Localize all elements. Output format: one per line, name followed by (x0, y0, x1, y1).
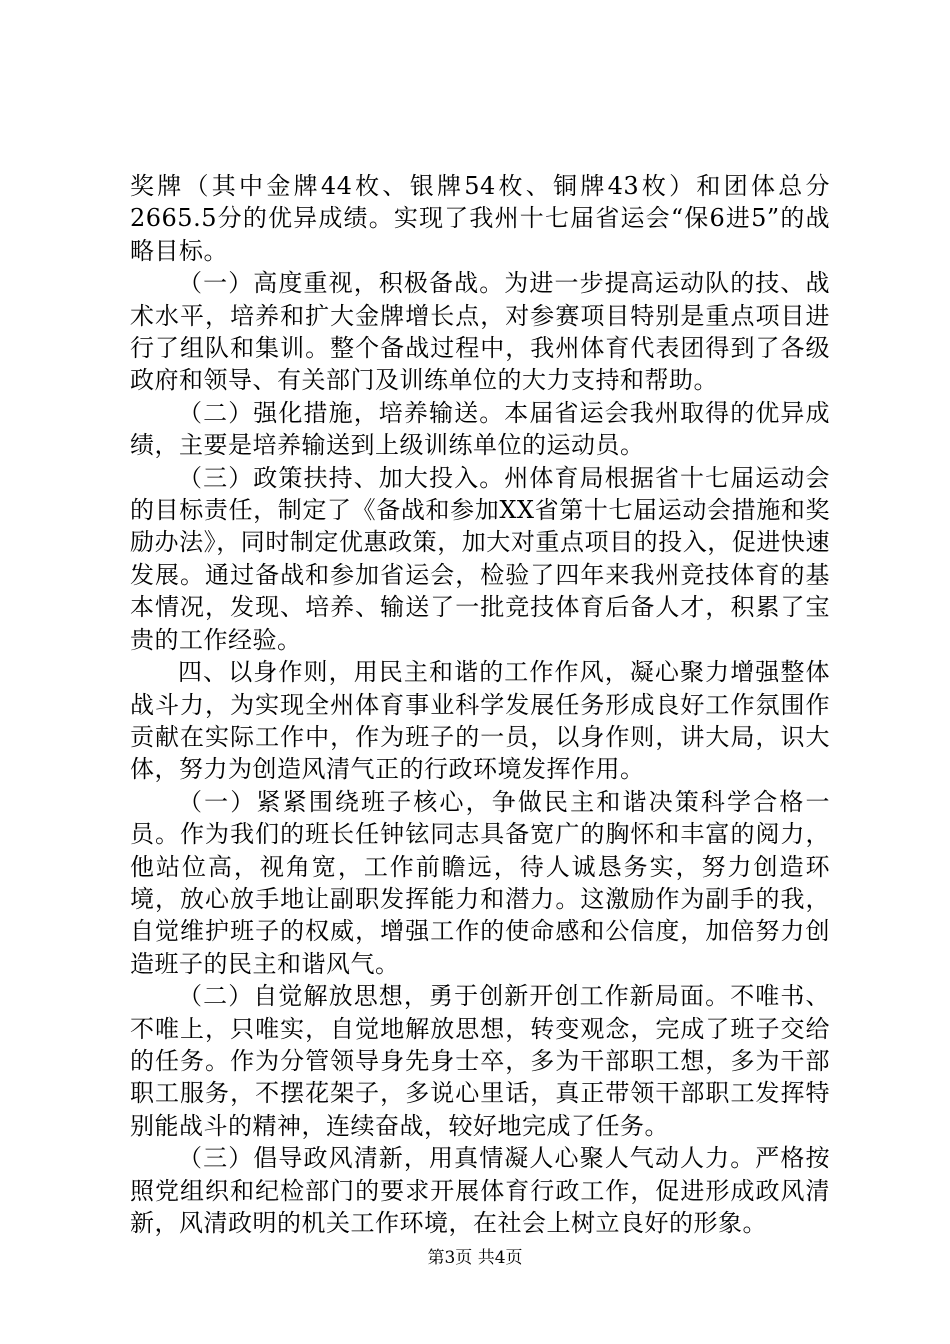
paragraph-policy-support: （三）政策扶持、加大投入。州体育局根据省十七届运动会的目标责任，制定了《备战和参加XX省第十七届运动会措施和奖励办法》，同时制定优惠政策，加大对重点项目的投入，促进快速发展。通过备战和参加省运会，检验了四年来我州竞技体育的基本情况，发现、培养、输送了一批竞技体育后备人才，积累了宝贵的工作经验。 (130, 463, 830, 654)
paragraph-measures: （二）强化措施，培养输送。本届省运会我州取得的优异成绩，主要是培养输送到上级训练单位的运动员。 (130, 398, 830, 460)
page-number-footer: 第3页 共4页 (427, 1248, 523, 1268)
paragraph-section-four: 四、以身作则，用民主和谐的工作作风，凝心聚力增强整体战斗力，为实现全州体育事业科学发展任务形成良好工作氛围作贡献在实际工作中，作为班子的一员，以身作则，讲大局，识大体，努力为创造风清气正的行政环境发挥作用。 (130, 658, 830, 784)
paragraph-clean-governance: （三）倡导政风清新，用真情凝人心聚人气动人力。严格按照党组织和纪检部门的要求开展体育行政工作，促进形成政风清新，风清政明的机关工作环境，在社会上树立良好的形象。 (130, 1144, 830, 1237)
paragraph-innovation: （二）自觉解放思想，勇于创新开创工作新局面。不唯书、不唯上，只唯实，自觉地解放思想，转变观念，完成了班子交给的任务。作为分管领导身先身士卒，多为干部职工想，多为干部职工服务，不摆花架子，多说心里话，真正带领干部职工发挥特别能战斗的精神，连续奋战，较好地完成了任务。 (130, 982, 830, 1140)
paragraph-continuation: 奖牌（其中金牌44枚、银牌54枚、铜牌43枚）和团体总分2665.5分的优异成绩。实现了我州十七届省运会“保6进5”的战略目标。 (130, 172, 830, 265)
document-body (130, 170, 830, 1239)
paragraph-team-core: （一）紧紧围绕班子核心，争做民主和谐决策科学合格一员。作为我们的班长任钟铉同志具备宽广的胸怀和丰富的阅力，他站位高，视角宽，工作前瞻远，待人诚恳务实，努力创造环境，放心放手地让副职发挥能力和潜力。这激励作为副手的我，自觉维护班子的权威，增强工作的使命感和公信度，加倍努力创造班子的民主和谐风气。 (130, 787, 830, 978)
paragraph-preparation: （一）高度重视，积极备战。为进一步提高运动队的技、战术水平，培养和扩大金牌增长点，对参赛项目特别是重点项目进行了组队和集训。整个备战过程中，我州体育代表团得到了各级政府和领导、有关部门及训练单位的大力支持和帮助。 (130, 269, 830, 395)
